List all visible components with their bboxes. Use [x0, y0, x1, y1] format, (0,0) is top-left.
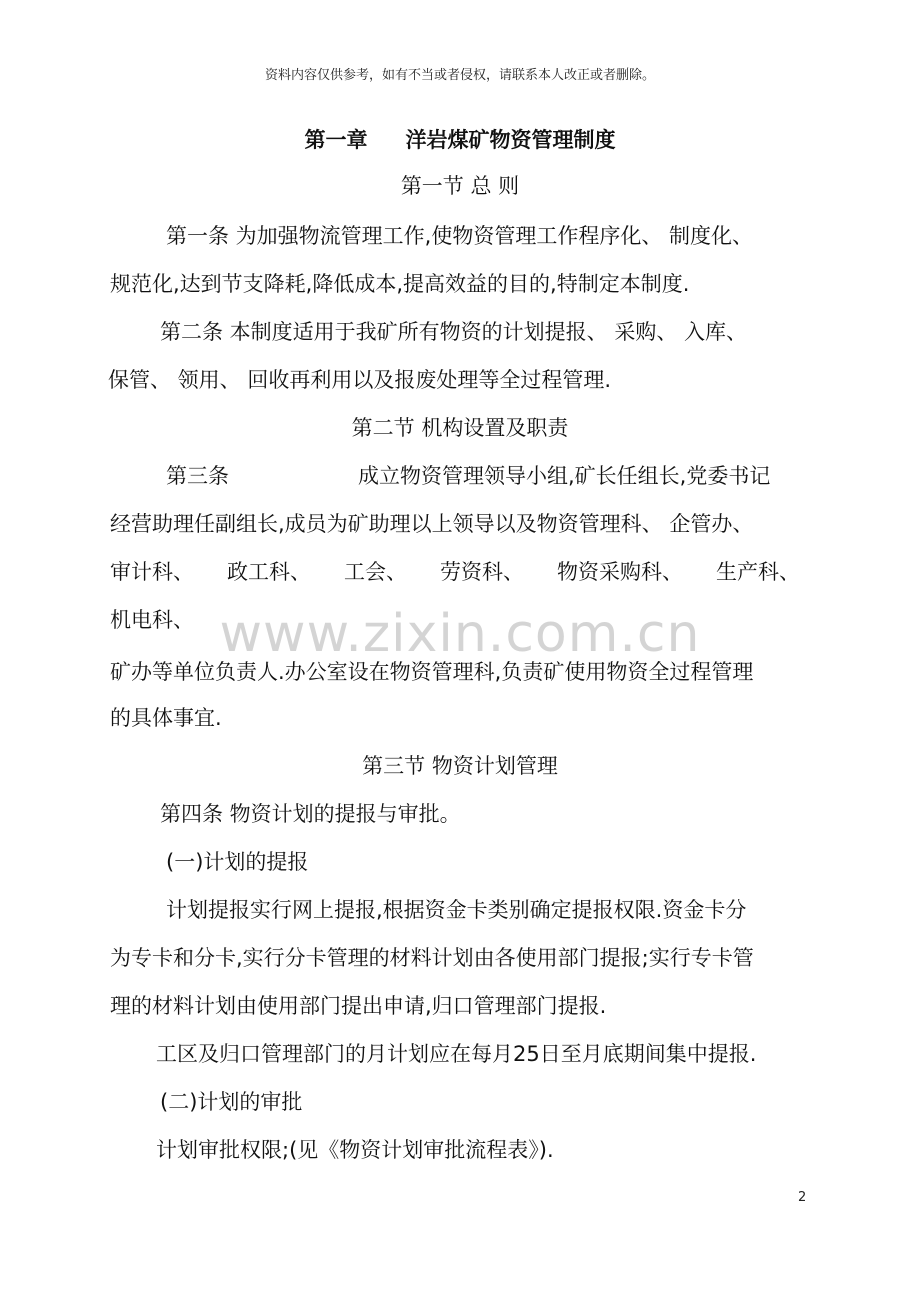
department-item: 物资采购科、 — [557, 560, 683, 584]
article-3-line-5: 矿办等单位负责人.办公室设在物资管理科,负责矿使用物资全过程管理 — [110, 660, 754, 684]
header-disclaimer: 资料内容仅供参考，如有不当或者侵权，请联系本人改正或者删除。 — [264, 68, 655, 83]
article-4: 第四条 物资计划的提报与审批。 — [160, 802, 461, 826]
department-item: 政工科、 — [227, 560, 311, 584]
article-1-line-2: 规范化,达到节支降耗,降低成本,提高效益的目的,特制定本制度. — [110, 272, 690, 296]
department-item: 劳资科、 — [440, 560, 524, 584]
chapter-title — [0, 124, 920, 154]
section-title-planning: 第三节 物资计划管理 — [362, 754, 558, 778]
article-3-line-1: 成立物资管理领导小组,矿长任组长,党委书记 — [358, 464, 771, 488]
department-item: 工会、 — [344, 560, 407, 584]
article-3-line-2: 经营助理任副组长,成员为矿助理以上领导以及物资管理科、 企管办、 — [110, 512, 754, 536]
article-3-department-list — [110, 556, 800, 586]
section-title-organization: 第二节 机构设置及职责 — [351, 416, 569, 440]
article-3-label: 第三条 — [166, 464, 229, 488]
department-item: 生产科、 — [716, 560, 800, 584]
article-2-line-2: 保管、 领用、 回收再利用以及报废处理等全过程管理. — [108, 368, 612, 392]
section-title-general: 第一节 总 则 — [400, 174, 520, 198]
chapter-number: 第一章 — [304, 128, 368, 152]
chapter-name: 洋岩煤矿物资管理制度 — [405, 128, 616, 152]
watermark: www.zixin.com.cn — [219, 604, 701, 664]
subsection-1-line-1: 计划提报实行网上提报,根据资金卡类别确定提报权限.资金卡分 — [166, 898, 747, 922]
article-3-line-4: 机电科、 — [110, 608, 194, 632]
article-3-line-6: 的具体事宜. — [110, 706, 222, 730]
page-number: 2 — [798, 1190, 807, 1205]
subsection-1-line-4: 工区及归口管理部门的月计划应在每月25日至月底期间集中提报. — [156, 1042, 757, 1066]
department-item: 审计科、 — [110, 560, 194, 584]
subsection-1-line-2: 为专卡和分卡,实行分卡管理的材料计划由各使用部门提报;实行专卡管 — [110, 946, 754, 970]
subsection-1-line-3: 理的材料计划由使用部门提出申请,归口管理部门提报. — [110, 994, 607, 1018]
article-1-line-1: 第一条 为加强物流管理工作,使物资管理工作程序化、 制度化、 — [166, 224, 754, 248]
subsection-1-title: (一)计划的提报 — [166, 850, 309, 874]
article-2-line-1: 第二条 本制度适用于我矿所有物资的计划提报、 采购、 入库、 — [160, 320, 748, 344]
subsection-2-title: (二)计划的审批 — [160, 1090, 303, 1114]
subsection-2-line-1: 计划审批权限;(见《物资计划审批流程表》). — [156, 1138, 554, 1162]
